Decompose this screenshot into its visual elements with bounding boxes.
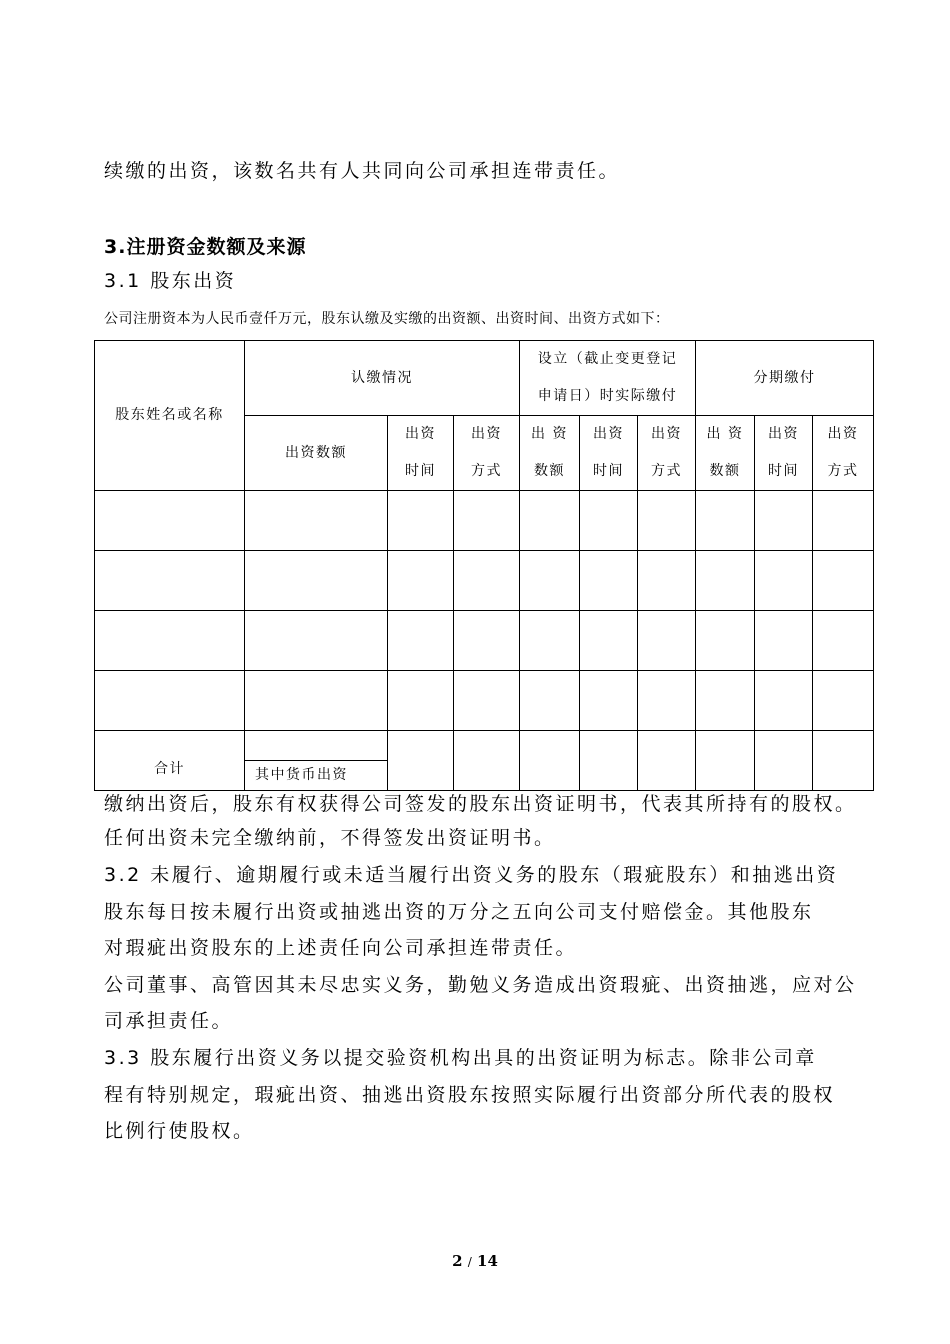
- col-amount: 出资数额: [245, 416, 388, 491]
- para-line: 程有特别规定，瑕疵出资、抽逃出资股东按照实际履行出资部分所代表的股权: [104, 1084, 836, 1106]
- para-line: 公司董事、高管因其未尽忠实义务，勤勉义务造成出资瑕疵、出资抽逃，应对公: [104, 974, 857, 996]
- header-actual-paid-line2: 申请日）时实际缴付: [537, 388, 678, 404]
- cash-label: 其中货币出资: [255, 767, 348, 783]
- header-installment: 分期缴付: [696, 341, 874, 416]
- total-row: [95, 731, 874, 791]
- page-number: 2 / 14: [452, 1252, 498, 1270]
- col-time: 出资 时间: [755, 416, 813, 491]
- header-actual-paid: [520, 341, 696, 416]
- para-line: 比例行使股权。: [104, 1120, 255, 1142]
- para-line: 对瑕疵出资股东的上述责任向公司承担连带责任。: [104, 937, 578, 959]
- para-line: 续缴的出资，该数名共有人共同向公司承担连带责任。: [104, 160, 621, 182]
- header-subscribed: 认缴情况: [245, 341, 520, 416]
- para-line: 缴纳出资后，股东有权获得公司签发的股东出资证明书，代表其所持有的股权。: [104, 793, 857, 815]
- col-amount: 出 资 数额: [696, 416, 755, 491]
- table-row: [95, 671, 874, 731]
- contribution-table: [94, 340, 874, 791]
- para-line: 司承担责任。: [104, 1010, 234, 1032]
- subsection-heading: 3.1 股东出资: [104, 270, 237, 292]
- col-amount: 出 资 数额: [520, 416, 580, 491]
- col-method: 出资 方式: [454, 416, 520, 491]
- col-time: 出资 时间: [388, 416, 454, 491]
- col-method: 出资 方式: [638, 416, 696, 491]
- section-heading: 3.注册资金数额及来源: [104, 236, 307, 258]
- table-intro: 公司注册资本为人民币壹仟万元，股东认缴及实缴的出资额、出资时间、出资方式如下：: [104, 311, 670, 327]
- table-row: [95, 611, 874, 671]
- table-row: [95, 551, 874, 611]
- table-row: [95, 491, 874, 551]
- col-method: 出资 方式: [813, 416, 874, 491]
- para-line: 股东每日按未履行出资或抽逃出资的万分之五向公司支付赔偿金。其他股东: [104, 901, 814, 923]
- para-line: 任何出资未完全缴纳前，不得签发出资证明书。: [104, 827, 556, 849]
- header-actual-paid-line1: 设立（截止变更登记: [537, 351, 678, 367]
- header-shareholder-name: 股东姓名或名称: [95, 341, 245, 491]
- cash-cell: [245, 731, 388, 791]
- para-line: 3.2 未履行、逾期履行或未适当履行出资义务的股东（瑕疵股东）和抽逃出资: [104, 864, 839, 886]
- para-line: 3.3 股东履行出资义务以提交验资机构出具的出资证明为标志。除非公司章: [104, 1047, 817, 1069]
- col-time: 出资 时间: [580, 416, 638, 491]
- total-label: 合计: [95, 731, 245, 791]
